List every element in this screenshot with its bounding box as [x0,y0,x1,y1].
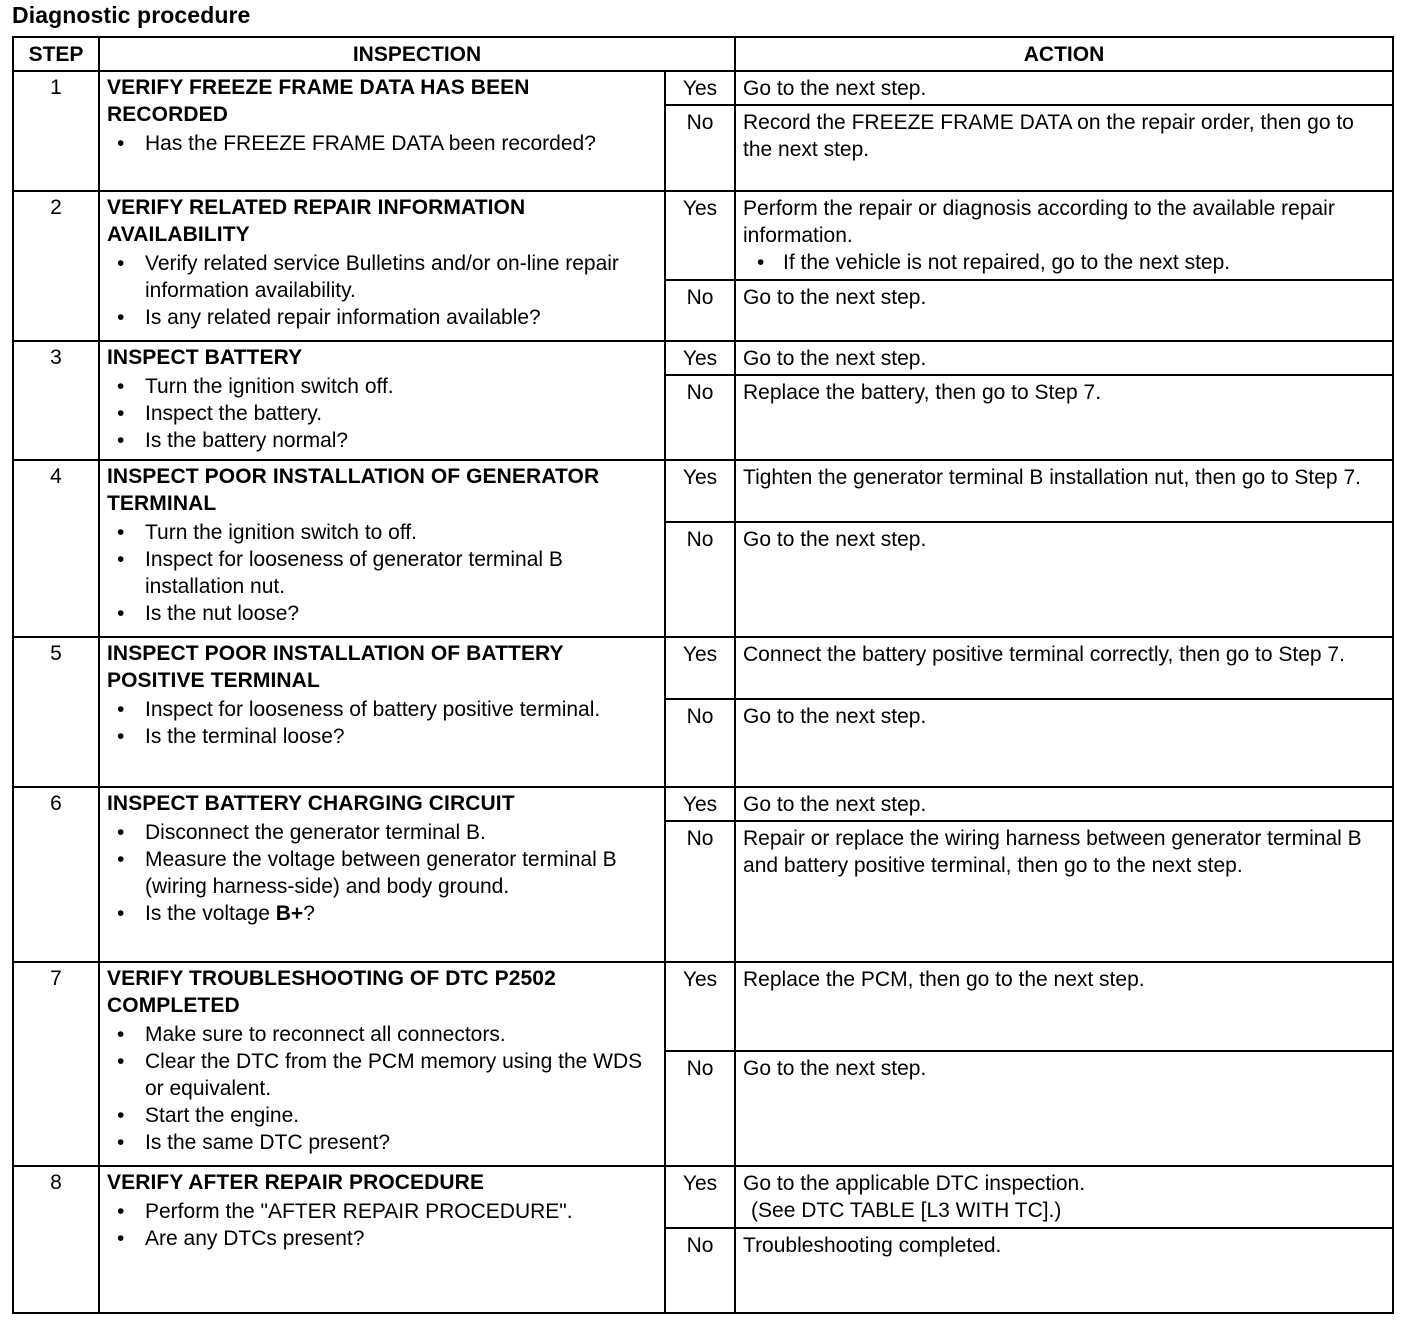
header-action: ACTION [735,37,1393,71]
no-label: No [665,699,735,787]
inspection-cell [99,191,665,341]
inspection-title: VERIFY AFTER REPAIR PROCEDURE [107,1171,485,1194]
step-row-6-yes [13,787,1393,821]
inspection-bullet: • Make sure to reconnect all connectors. [145,1021,656,1048]
inspection-cell [99,460,665,637]
inspection-bullet-suffix: ? [303,902,315,925]
yes-action: Replace the PCM, then go to the next step. [735,962,1393,1051]
yes-action: Tighten the generator terminal B installation nut, then go to Step 7. [735,460,1393,522]
inspection-bullet: • Perform the "AFTER REPAIR PROCEDURE". [145,1198,656,1225]
inspection-bullet: • Verify related service Bulletins and/or on-line repair information availability. [145,250,656,304]
step-number: 5 [13,637,99,787]
no-label: No [665,821,735,962]
yes-label: Yes [665,1166,735,1228]
step-number: 6 [13,787,99,962]
inspection-bullets [107,1198,656,1252]
inspection-title: INSPECT POOR INSTALLATION OF BATTERY POSITIVE TERMINAL [107,642,564,692]
no-action: Go to the next step. [735,1051,1393,1166]
yes-label: Yes [665,71,735,105]
step-number: 8 [13,1166,99,1313]
no-label: No [665,375,735,460]
inspection-title: INSPECT BATTERY CHARGING CIRCUIT [107,792,515,815]
inspection-bullet-prefix: Is the voltage [145,902,276,925]
inspection-bullet: • Is the terminal loose? [145,723,656,750]
inspection-bullets [107,1021,656,1156]
yes-action-cell [735,1166,1393,1228]
yes-action-cell [735,191,1393,280]
diagnostic-procedure-table [12,36,1394,1314]
inspection-title: VERIFY RELATED REPAIR INFORMATION AVAILABILITY [107,196,526,246]
inspection-cell [99,637,665,787]
step-number: 3 [13,341,99,460]
inspection-bullets [107,373,656,454]
step-number: 1 [13,71,99,191]
inspection-bullet: • Turn the ignition switch to off. [145,519,656,546]
inspection-title: VERIFY FREEZE FRAME DATA HAS BEEN RECORDED [107,76,530,126]
no-label: No [665,105,735,191]
step-row-3-yes [13,341,1393,375]
yes-label: Yes [665,637,735,699]
page-title: Diagnostic procedure [12,2,251,28]
yes-action-bullets [743,249,1384,276]
inspection-cell [99,787,665,962]
inspection-bullet [145,900,656,927]
inspection-bullet: • Start the engine. [145,1102,656,1129]
inspection-bullets [107,819,656,927]
inspection-bullet: • Disconnect the generator terminal B. [145,819,656,846]
no-action: Record the FREEZE FRAME DATA on the repair order, then go to the next step. [735,105,1393,191]
step-number: 2 [13,191,99,341]
inspection-cell [99,341,665,460]
no-action: Go to the next step. [735,699,1393,787]
yes-action: Go to the next step. [735,787,1393,821]
yes-action: Perform the repair or diagnosis according to the available repair information. [743,197,1335,247]
yes-action: Connect the battery positive terminal correctly, then go to Step 7. [735,637,1393,699]
yes-action: Go to the next step. [735,71,1393,105]
inspection-title: INSPECT POOR INSTALLATION OF GENERATOR TERMINAL [107,465,600,515]
inspection-bullets [107,250,656,331]
step-row-4-yes [13,460,1393,522]
header-inspection: INSPECTION [99,37,735,71]
yes-label: Yes [665,191,735,280]
inspection-bullet: • Are any DTCs present? [145,1225,656,1252]
yes-action-sub: • If the vehicle is not repaired, go to the next step. [783,249,1384,276]
inspection-bullet: • Inspect the battery. [145,400,656,427]
inspection-title: VERIFY TROUBLESHOOTING OF DTC P2502 COMPLETED [107,967,556,1017]
inspection-bullet: • Has the FREEZE FRAME DATA been recorded? [145,130,656,157]
yes-action: Go to the next step. [735,341,1393,375]
step-row-2-yes [13,191,1393,280]
inspection-bullet: • Is the nut loose? [145,600,656,627]
step-row-5-yes [13,637,1393,699]
inspection-bullet: • Is the battery normal? [145,427,656,454]
inspection-cell [99,962,665,1166]
yes-action: Go to the applicable DTC inspection. [743,1172,1086,1195]
inspection-title: INSPECT BATTERY [107,346,303,369]
yes-label: Yes [665,787,735,821]
no-action: Repair or replace the wiring harness between generator terminal B and battery positive terminal, then go to the next step. [735,821,1393,962]
no-action: Go to the next step. [735,280,1393,341]
inspection-bullets [107,130,656,157]
no-label: No [665,280,735,341]
inspection-bullets [107,696,656,750]
inspection-cell [99,1166,665,1313]
inspection-bullet: • Is the same DTC present? [145,1129,656,1156]
step-number: 4 [13,460,99,637]
yes-action-reference: (See DTC TABLE [L3 WITH TC].) [751,1199,1062,1222]
yes-label: Yes [665,962,735,1051]
yes-label: Yes [665,460,735,522]
table-header-row [13,37,1393,71]
header-step: STEP [13,37,99,71]
yes-label: Yes [665,341,735,375]
step-number: 7 [13,962,99,1166]
no-action: Go to the next step. [735,522,1393,637]
inspection-bullet: • Measure the voltage between generator terminal B (wiring harness-side) and body ground. [145,846,656,900]
no-label: No [665,522,735,637]
step-row-8-yes [13,1166,1393,1228]
step-row-1-yes [13,71,1393,105]
no-action: Troubleshooting completed. [735,1228,1393,1313]
step-row-7-yes [13,962,1393,1051]
no-label: No [665,1051,735,1166]
inspection-bullet: • Inspect for looseness of battery positive terminal. [145,696,656,723]
inspection-cell [99,71,665,191]
no-action: Replace the battery, then go to Step 7. [735,375,1393,460]
inspection-bullet: • Clear the DTC from the PCM memory using the WDS or equivalent. [145,1048,656,1102]
inspection-bullet: • Inspect for looseness of generator terminal B installation nut. [145,546,656,600]
no-label: No [665,1228,735,1313]
voltage-value: B+ [275,902,304,925]
inspection-bullet: • Turn the ignition switch off. [145,373,656,400]
inspection-bullet: • Is any related repair information available? [145,304,656,331]
inspection-bullets [107,519,656,627]
